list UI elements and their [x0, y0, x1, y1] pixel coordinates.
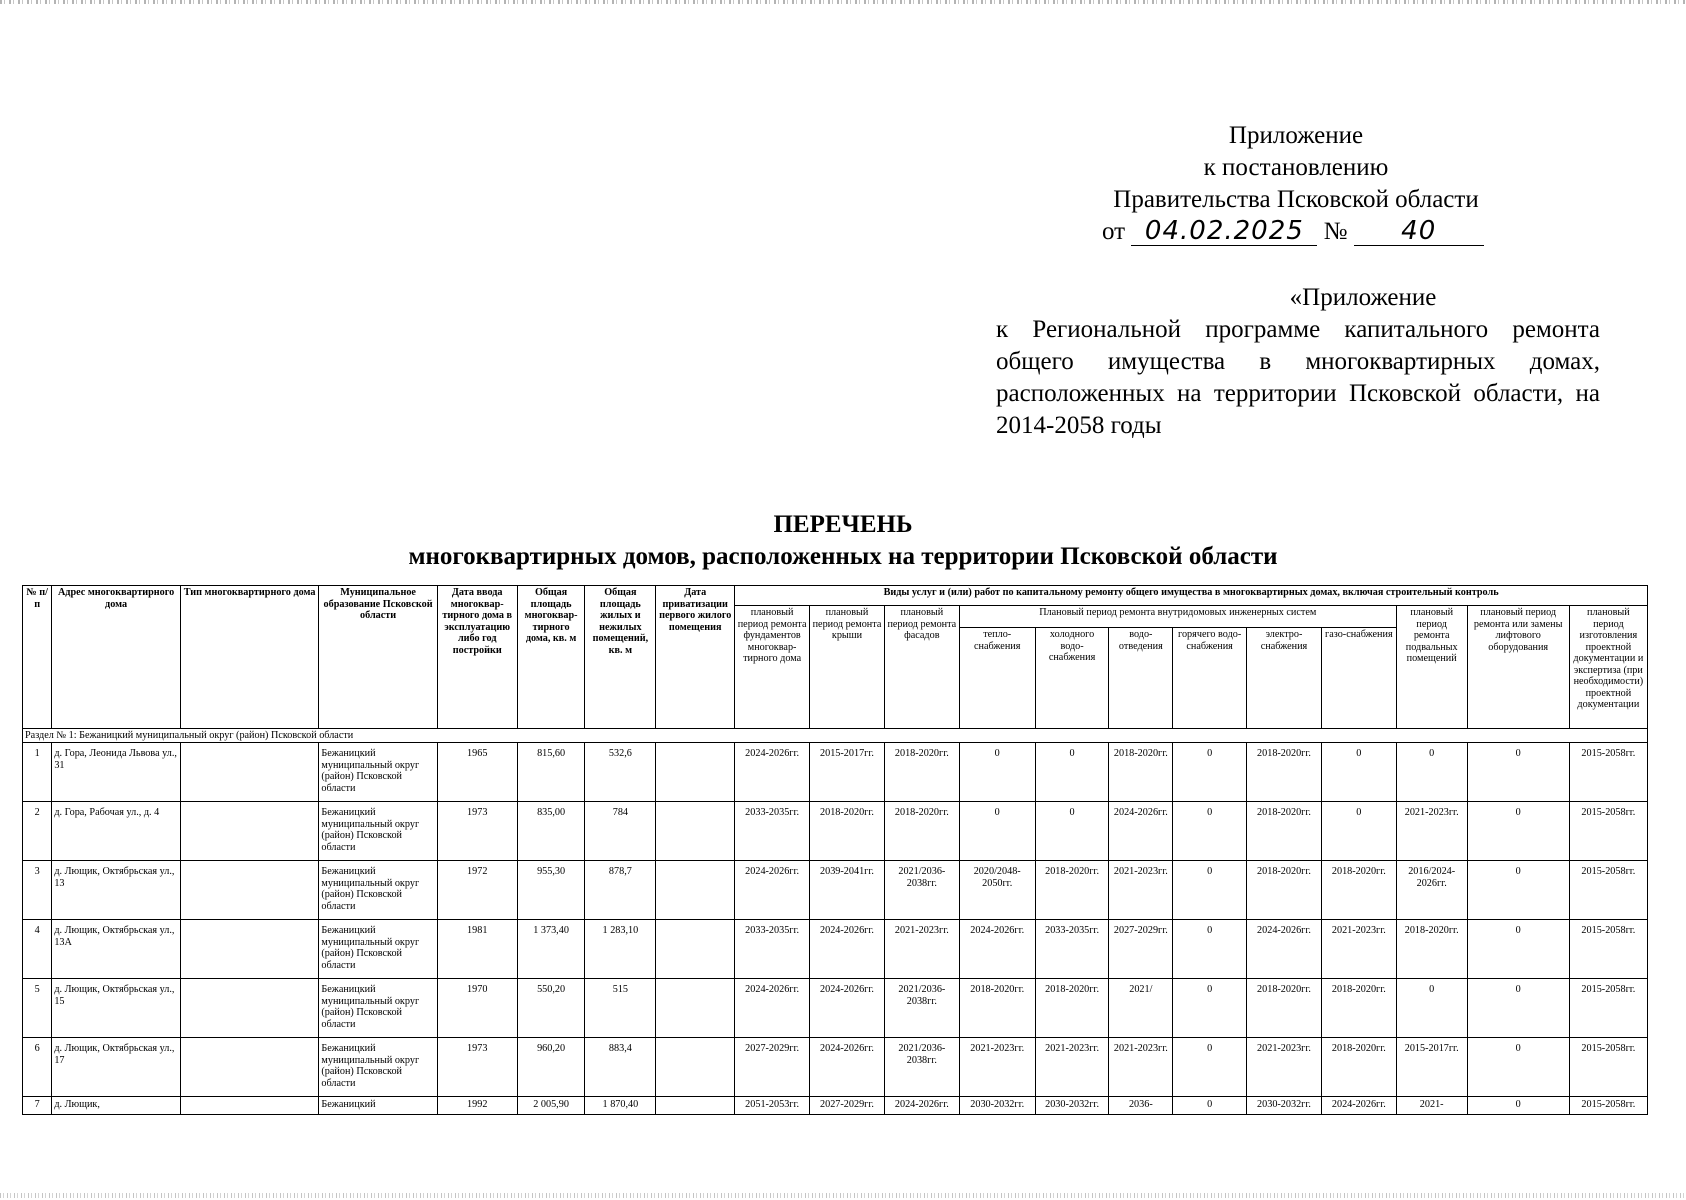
cell-cold-water: 0 — [1035, 743, 1109, 802]
cell-elevator: 0 — [1467, 743, 1569, 802]
table-row — [23, 1097, 1648, 1115]
cell-municipality: Бежаницкий муниципальный округ (район) Псковской области — [319, 979, 437, 1038]
houses-table — [22, 585, 1648, 1115]
cell-municipality: Бежаницкий муниципальный округ (район) Псковской области — [319, 920, 437, 979]
cell-living-area: 878,7 — [585, 861, 656, 920]
cell-sewerage: 2027-2029гг. — [1109, 920, 1173, 979]
cell-address: д. Лющик, Октябрьская ул., 13 — [52, 861, 180, 920]
cell-heat: 2020/2048-2050гг. — [959, 861, 1035, 920]
col-header-basement: плановый период ремонта подвальных помещений — [1396, 606, 1467, 729]
cell-design: 2015-2058гг. — [1569, 920, 1647, 979]
cell-hot-water: 0 — [1173, 1097, 1247, 1115]
cell-foundation: 2027-2029гг. — [735, 1038, 810, 1097]
cell-hot-water: 0 — [1173, 743, 1247, 802]
col-header-sewerage: водо-отведения — [1109, 628, 1173, 729]
number-label: № — [1323, 218, 1348, 245]
cell-roof: 2015-2017гг. — [810, 743, 885, 802]
cell-basement: 2015-2017гг. — [1396, 1038, 1467, 1097]
cell-sewerage: 2021-2023гг. — [1109, 861, 1173, 920]
cell-cold-water: 2018-2020гг. — [1035, 979, 1109, 1038]
cell-heat: 0 — [959, 743, 1035, 802]
col-header-municipality: Муниципальное образование Псковской области — [319, 586, 437, 729]
cell-living-area: 532,6 — [585, 743, 656, 802]
cell-hot-water: 0 — [1173, 979, 1247, 1038]
scan-edge-bottom — [0, 1193, 1686, 1198]
cell-foundation: 2033-2035гг. — [735, 920, 810, 979]
appendix-block — [1086, 120, 1506, 248]
cell-cold-water: 2033-2035гг. — [1035, 920, 1109, 979]
cell-living-area: 515 — [585, 979, 656, 1038]
cell-electricity: 2018-2020гг. — [1247, 802, 1322, 861]
col-header-cold-water: холодного водо-снабжения — [1035, 628, 1109, 729]
cell-type — [180, 861, 319, 920]
cell-basement: 0 — [1396, 979, 1467, 1038]
cell-elevator: 0 — [1467, 1038, 1569, 1097]
document-heading — [22, 509, 1664, 573]
col-header-type: Тип многоквартирного дома — [180, 586, 319, 729]
cell-total-area: 1 373,40 — [517, 920, 585, 979]
cell-heat: 2018-2020гг. — [959, 979, 1035, 1038]
cell-municipality: Бежаницкий — [319, 1097, 437, 1115]
cell-cold-water: 0 — [1035, 802, 1109, 861]
cell-num: 7 — [23, 1097, 52, 1115]
cell-type — [180, 1038, 319, 1097]
cell-facade: 2018-2020гг. — [884, 802, 959, 861]
col-header-gas: газо-снабжения — [1321, 628, 1396, 729]
cell-facade: 2021/2036-2038гг. — [884, 979, 959, 1038]
col-header-elevator: плановый период ремонта или замены лифтового оборудования — [1467, 606, 1569, 729]
cell-electricity: 2024-2026гг. — [1247, 920, 1322, 979]
col-header-foundation: плановый период ремонта фундаментов многоквар-тирного дома — [735, 606, 810, 729]
program-title: «Приложение — [1289, 284, 1437, 311]
cell-electricity: 2018-2020гг. — [1247, 743, 1322, 802]
handwritten-date: 04.02.2025 — [1131, 217, 1317, 246]
cell-electricity: 2018-2020гг. — [1247, 861, 1322, 920]
cell-num: 3 — [23, 861, 52, 920]
appendix-line-3: Правительства Псковской области — [1113, 186, 1479, 213]
cell-year: 1973 — [437, 1038, 517, 1097]
scan-edge-top — [0, 0, 1686, 4]
cell-roof: 2024-2026гг. — [810, 1038, 885, 1097]
cell-heat: 2024-2026гг. — [959, 920, 1035, 979]
cell-elevator: 0 — [1467, 979, 1569, 1038]
cell-municipality: Бежаницкий муниципальный округ (район) Псковской области — [319, 743, 437, 802]
appendix-date-line — [1086, 216, 1506, 248]
cell-hot-water: 0 — [1173, 920, 1247, 979]
cell-year: 1965 — [437, 743, 517, 802]
cell-basement: 2018-2020гг. — [1396, 920, 1467, 979]
cell-elevator: 0 — [1467, 1097, 1569, 1115]
cell-basement: 2021- — [1396, 1097, 1467, 1115]
cell-type — [180, 979, 319, 1038]
program-body: к Региональной программе капитального ремонта общего имущества в многоквартирных домах, расположенных на территории Псковской области, на 2014-2058 годы — [996, 316, 1600, 439]
cell-heat: 2030-2032гг. — [959, 1097, 1035, 1115]
cell-address: д. Гора, Рабочая ул., д. 4 — [52, 802, 180, 861]
cell-year: 1970 — [437, 979, 517, 1038]
cell-facade: 2024-2026гг. — [884, 1097, 959, 1115]
appendix-line-1: Приложение — [1228, 122, 1364, 149]
cell-hot-water: 0 — [1173, 861, 1247, 920]
cell-foundation: 2051-2053гг. — [735, 1097, 810, 1115]
table-row — [23, 1038, 1648, 1097]
cell-municipality: Бежаницкий муниципальный округ (район) Псковской области — [319, 1038, 437, 1097]
col-header-electricity: электро-снабжения — [1247, 628, 1322, 729]
appendix-line-2: к постановлению — [1203, 154, 1389, 181]
cell-roof: 2018-2020гг. — [810, 802, 885, 861]
cell-facade: 2021/2036-2038гг. — [884, 861, 959, 920]
cell-elevator: 0 — [1467, 861, 1569, 920]
cell-foundation: 2033-2035гг. — [735, 802, 810, 861]
cell-type — [180, 802, 319, 861]
cell-roof: 2024-2026гг. — [810, 920, 885, 979]
cell-living-area: 1 870,40 — [585, 1097, 656, 1115]
cell-year: 1992 — [437, 1097, 517, 1115]
cell-heat: 2021-2023гг. — [959, 1038, 1035, 1097]
cell-facade: 2021-2023гг. — [884, 920, 959, 979]
cell-total-area: 835,00 — [517, 802, 585, 861]
cell-gas: 2021-2023гг. — [1321, 920, 1396, 979]
col-header-engineering-group: Плановый период ремонта внутридомовых инженерных систем — [959, 606, 1396, 628]
cell-total-area: 955,30 — [517, 861, 585, 920]
col-header-year: Дата ввода многоквар-тирного дома в эксплуатацию либо год постройки — [437, 586, 517, 729]
cell-design: 2015-2058гг. — [1569, 979, 1647, 1038]
cell-design: 2015-2058гг. — [1569, 802, 1647, 861]
cell-num: 4 — [23, 920, 52, 979]
cell-address: д. Гора, Леонида Львова ул., 31 — [52, 743, 180, 802]
table-row — [23, 861, 1648, 920]
table-row — [23, 920, 1648, 979]
cell-cold-water: 2018-2020гг. — [1035, 861, 1109, 920]
cell-privatization — [656, 743, 735, 802]
col-header-hot-water: горячего водо-снабжения — [1173, 628, 1247, 729]
table-row — [23, 743, 1648, 802]
cell-num: 6 — [23, 1038, 52, 1097]
cell-foundation: 2024-2026гг. — [735, 861, 810, 920]
cell-heat: 0 — [959, 802, 1035, 861]
cell-num: 5 — [23, 979, 52, 1038]
cell-elevator: 0 — [1467, 920, 1569, 979]
cell-address: д. Лющик, Октябрьская ул., 13А — [52, 920, 180, 979]
cell-foundation: 2024-2026гг. — [735, 743, 810, 802]
document-subtitle: многоквартирных домов, расположенных на территории Псковской области — [408, 543, 1278, 570]
cell-total-area: 960,20 — [517, 1038, 585, 1097]
cell-design: 2015-2058гг. — [1569, 861, 1647, 920]
col-header-roof: плановый период ремонта крыши — [810, 606, 885, 729]
handwritten-number: 40 — [1354, 217, 1484, 246]
cell-sewerage: 2036- — [1109, 1097, 1173, 1115]
cell-living-area: 883,4 — [585, 1038, 656, 1097]
cell-year: 1981 — [437, 920, 517, 979]
cell-design: 2015-2058гг. — [1569, 1097, 1647, 1115]
cell-living-area: 784 — [585, 802, 656, 861]
cell-privatization — [656, 1097, 735, 1115]
section-header: Раздел № 1: Бежаницкий муниципальный округ (район) Псковской области — [23, 729, 1648, 743]
cell-foundation: 2024-2026гг. — [735, 979, 810, 1038]
cell-total-area: 550,20 — [517, 979, 585, 1038]
cell-design: 2015-2058гг. — [1569, 1038, 1647, 1097]
cell-basement: 0 — [1396, 743, 1467, 802]
col-header-address: Адрес многоквартирного дома — [52, 586, 180, 729]
from-label: от — [1102, 218, 1126, 245]
cell-sewerage: 2021/ — [1109, 979, 1173, 1038]
col-header-design: плановый период изготовления проектной документации и экспертиза (при необходимости) проектной документации — [1569, 606, 1647, 729]
cell-sewerage: 2021-2023гг. — [1109, 1038, 1173, 1097]
cell-electricity: 2030-2032гг. — [1247, 1097, 1322, 1115]
cell-type — [180, 743, 319, 802]
cell-roof: 2039-2041гг. — [810, 861, 885, 920]
cell-facade: 2018-2020гг. — [884, 743, 959, 802]
cell-gas: 0 — [1321, 743, 1396, 802]
cell-cold-water: 2021-2023гг. — [1035, 1038, 1109, 1097]
col-header-heat: тепло-снабжения — [959, 628, 1035, 729]
cell-address: д. Лющик, — [52, 1097, 180, 1115]
cell-hot-water: 0 — [1173, 802, 1247, 861]
col-header-privatization: Дата приватизации первого жилого помещения — [656, 586, 735, 729]
cell-hot-water: 0 — [1173, 1038, 1247, 1097]
cell-electricity: 2021-2023гг. — [1247, 1038, 1322, 1097]
cell-facade: 2021/2036-2038гг. — [884, 1038, 959, 1097]
cell-type — [180, 1097, 319, 1115]
cell-living-area: 1 283,10 — [585, 920, 656, 979]
cell-num: 2 — [23, 802, 52, 861]
table-row — [23, 979, 1648, 1038]
cell-municipality: Бежаницкий муниципальный округ (район) Псковской области — [319, 802, 437, 861]
cell-address: д. Лющик, Октябрьская ул., 15 — [52, 979, 180, 1038]
cell-privatization — [656, 979, 735, 1038]
col-header-total-area: Общая площадь многоквар-тирного дома, кв. м — [517, 586, 585, 729]
cell-total-area: 815,60 — [517, 743, 585, 802]
cell-basement: 2021-2023гг. — [1396, 802, 1467, 861]
cell-privatization — [656, 920, 735, 979]
cell-elevator: 0 — [1467, 802, 1569, 861]
cell-cold-water: 2030-2032гг. — [1035, 1097, 1109, 1115]
cell-basement: 2016/2024-2026гг. — [1396, 861, 1467, 920]
cell-num: 1 — [23, 743, 52, 802]
cell-gas: 0 — [1321, 802, 1396, 861]
cell-year: 1973 — [437, 802, 517, 861]
cell-address: д. Лющик, Октябрьская ул., 17 — [52, 1038, 180, 1097]
cell-privatization — [656, 802, 735, 861]
col-header-num: № п/п — [23, 586, 52, 729]
cell-gas: 2018-2020гг. — [1321, 861, 1396, 920]
table-row — [23, 802, 1648, 861]
col-header-facade: плановый период ремонта фасадов — [884, 606, 959, 729]
cell-privatization — [656, 861, 735, 920]
cell-sewerage: 2018-2020гг. — [1109, 743, 1173, 802]
cell-roof: 2027-2029гг. — [810, 1097, 885, 1115]
col-header-works-group: Виды услуг и (или) работ по капитальному ремонту общего имущества в многоквартирных домах, включая строительный контроль — [735, 586, 1648, 606]
cell-gas: 2018-2020гг. — [1321, 979, 1396, 1038]
cell-municipality: Бежаницкий муниципальный округ (район) Псковской области — [319, 861, 437, 920]
cell-roof: 2024-2026гг. — [810, 979, 885, 1038]
cell-electricity: 2018-2020гг. — [1247, 979, 1322, 1038]
cell-privatization — [656, 1038, 735, 1097]
cell-type — [180, 920, 319, 979]
cell-design: 2015-2058гг. — [1569, 743, 1647, 802]
document-title: ПЕРЕЧЕНЬ — [773, 511, 913, 538]
program-block — [996, 282, 1600, 442]
cell-total-area: 2 005,90 — [517, 1097, 585, 1115]
cell-sewerage: 2024-2026гг. — [1109, 802, 1173, 861]
cell-gas: 2024-2026гг. — [1321, 1097, 1396, 1115]
cell-gas: 2018-2020гг. — [1321, 1038, 1396, 1097]
col-header-living-area: Общая площадь жилых и нежилых помещений, кв. м — [585, 586, 656, 729]
cell-year: 1972 — [437, 861, 517, 920]
